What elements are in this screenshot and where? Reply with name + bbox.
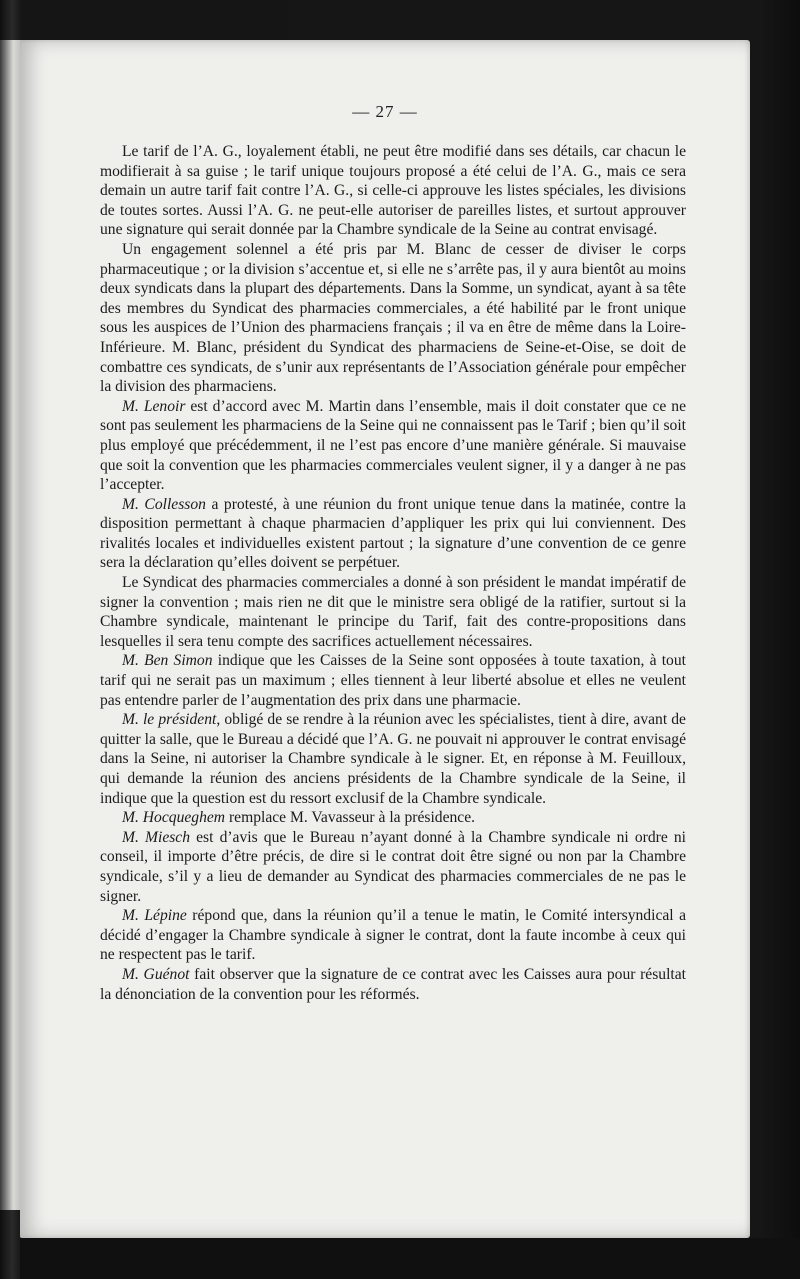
paragraph-text: , obligé de se rendre à la réunion avec les spécialistes, tient à dire, avant de quitter la salle, que le Bureau a décidé que l’A. G. ne pouvait ni approuver le contrat envisagé dans la Seine, ni autoriser la Chambre syndicale à le signer. Et, en réponse à M. Feuilloux, qui demande la réunion des anciens présidents de la Chambre syndicale de la Seine, il indique que la question est du ressort exclusif de la Chambre syndicale. [100,711,686,807]
speaker-name: M. Guénot [122,965,190,983]
paragraph-text: est d’avis que le Bureau n’ayant donné à la Chambre syndicale ni ordre ni conseil, il importe d’être précis, de dire si le contrat doit être signé ou non par la Chambre syndicale, s’il y a lieu de demander au Syndicat des pharmacies commerciales de ne pas le signer. [100,828,686,905]
paragraph [100,828,686,906]
paragraph [100,906,686,965]
speaker-name: M. Ben Simon [122,652,213,670]
speaker-name: M. le président [122,711,217,729]
paragraph [100,573,686,651]
speaker-name: M. Lenoir [122,397,186,415]
paragraph-text: Le tarif de l’A. G., loyalement établi, ne peut être modifié dans ses détails, car chacun le modifierait à sa guise ; le tarif unique toujours proposé a été celui de l’A. G., mais ce sera demain un autre tarif fait contre l’A. G., si celle-ci approuve les listes spéciales, les divisions de toutes sortes. Aussi l’A. G. ne peut-elle autoriser de pareilles listes, et surtout approuver une signature qui serait donnée par la Chambre syndicale de la Seine au contrat envisagé. [100,143,686,239]
previous-page-edge [0,40,22,1210]
paragraph-text: est d’accord avec M. Martin dans l’ensemble, mais il doit constater que ce ne sont pas seulement les pharmaciens de la Seine qui ne connaissent pas le Tarif ; bien qu’il soit plus employé que précédemment, il ne l’est pas encore d’une manière générale. Si mauvaise que soit la convention que les pharmacies commerciales veulent signer, il y a danger à ne pas l’accepter. [100,397,687,494]
speaker-name: M. Hocqueghem [122,809,226,827]
paragraph-text: fait observer que la signature de ce contrat avec les Caisses aura pour résultat la dénonciation de la convention pour les réformés. [100,965,686,1003]
page-number: — 27 — [352,102,418,121]
paragraph-text: Un engagement solennel a été pris par M. Blanc de cesser de diviser le corps pharmaceutique ; or la division s’accentue et, si elle ne s’arrête pas, il y aura bientôt au moins deux syndicats dans la plupart des départements. Dans la Somme, un syndicat, ayant à sa tête des membres du Syndicat des pharmacies commerciales, a été habilité par le front unique sous les auspices de l’Union des pharmaciens français ; il va en être de même dans la Loire-Inférieure. M. Blanc, président du Syndicat des pharmaciens de Seine-et-Oise, se doit de combattre ces syndicats, de s’unir aux représentants de l’Association générale pour empêcher la division des pharmaciens. [100,240,686,396]
paragraph-text: Le Syndicat des pharmacies commerciales a donné à son président le mandat impératif de signer la convention ; mais rien ne dit que le ministre sera obligé de la ratifier, surtout si la Chambre syndicale, maintenant le principe du Tarif, fait des contre-propositions dans lesquelles il sera tenu compte des sacrifices actuellement nécessaires. [100,574,686,650]
paragraph [100,495,686,573]
speaker-name: M. Miesch [122,828,191,846]
paragraph-text: répond que, dans la réunion qu’il a tenue le matin, le Comité intersyndical a décidé d’engager la Chambre syndicale à signer le contrat, dont la faute incombe à ceux qui ne respectent pas le tarif. [100,907,687,964]
scan-bottom-border [20,1238,800,1279]
page-text [100,142,686,1004]
paragraph-text: remplace M. Vavasseur à la présidence. [225,809,476,827]
paragraph [100,710,686,808]
paragraph [100,142,686,240]
book-page [20,40,750,1238]
speaker-name: M. Collesson [122,495,206,513]
paragraph [100,397,686,495]
paragraph-text: a protesté, à une réunion du front unique tenue dans la matinée, contre la disposition permettant à chaque pharmacien d’appliquer les prix qui lui conviennent. Des rivalités locales et individuelles existent partout ; la signature d’une convention de ce genre sera la déclaration qu’elles doivent se perpétuer. [100,495,686,572]
paragraph [100,965,686,1004]
paragraph [100,651,686,710]
paragraph [100,240,686,397]
paragraph [100,808,686,828]
speaker-name: M. Lépine [122,907,187,925]
paragraph-text: indique que les Caisses de la Seine sont opposées à toute taxation, à tout tarif qui ne serait pas un maximum ; elles tiennent à leur liberté absolue et elles ne veulent pas entendre parler de l’augmentation des prix dans une pharmacie. [100,652,686,709]
